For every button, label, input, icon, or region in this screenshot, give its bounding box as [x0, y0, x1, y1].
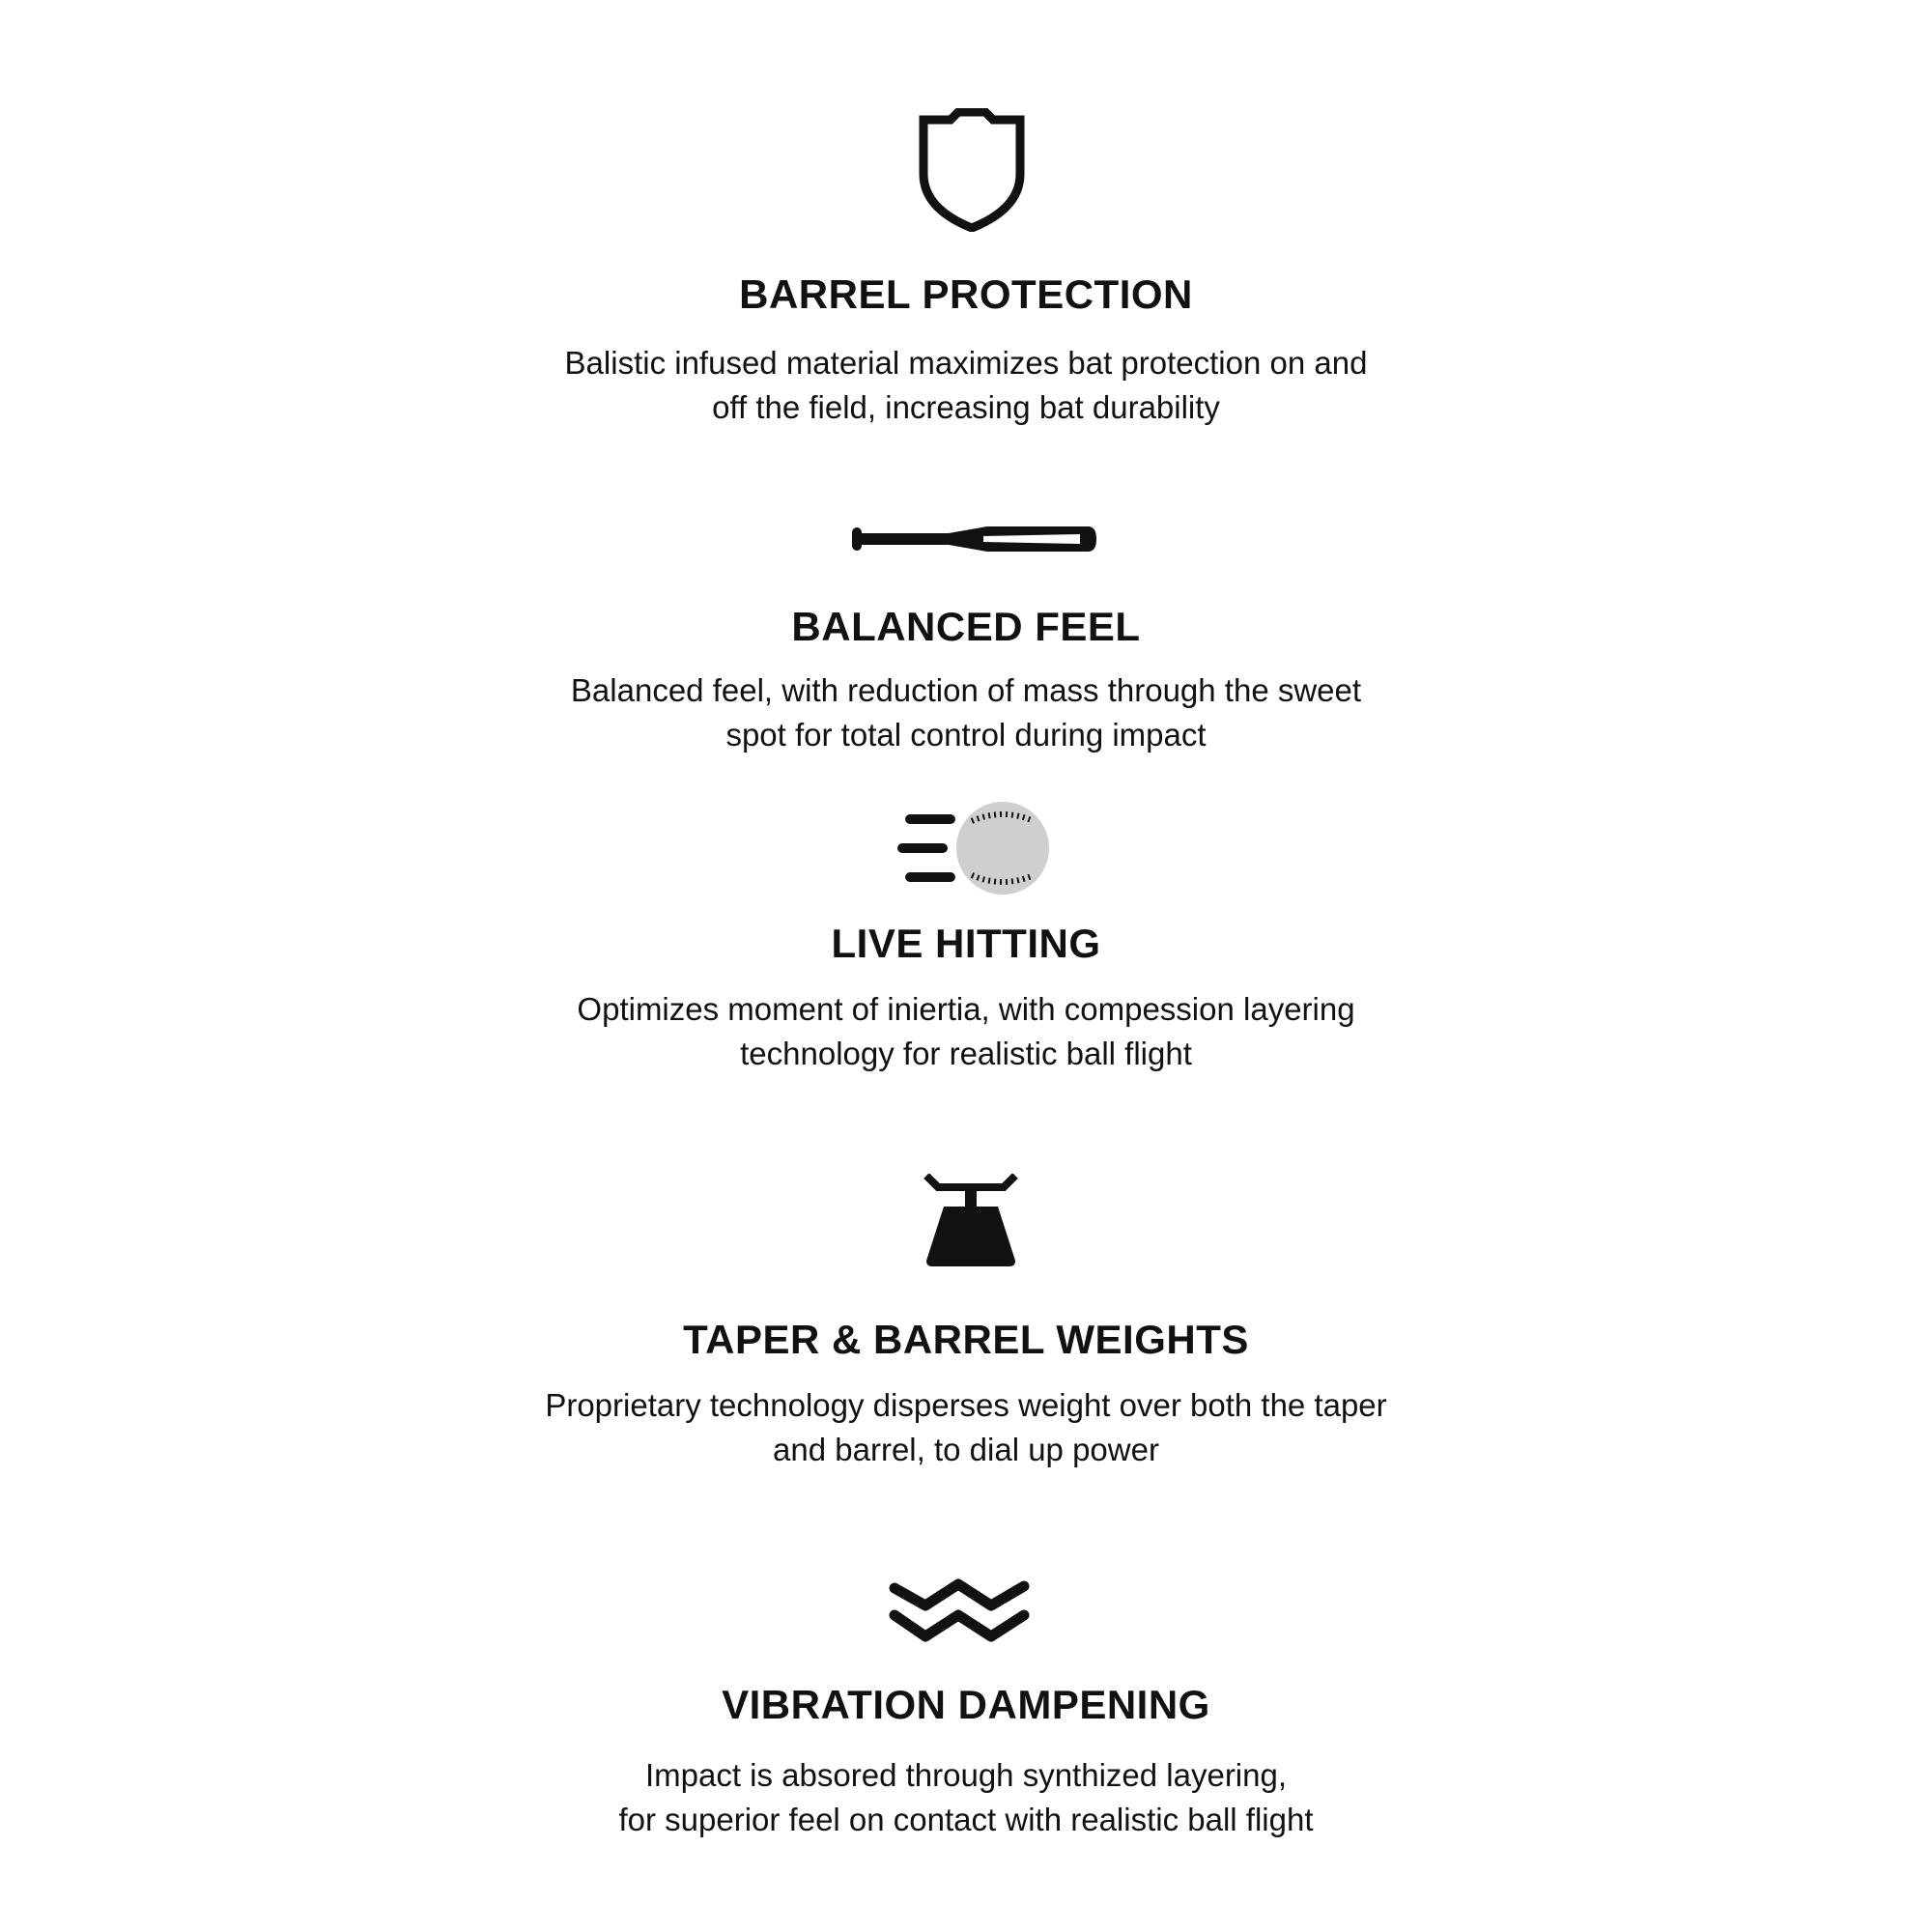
- description-line: and barrel, to dial up power: [773, 1432, 1159, 1467]
- description-line: Balanced feel, with reduction of mass through the sweet: [570, 672, 1362, 708]
- weight-scale-icon: [923, 1174, 1019, 1270]
- description-line: off the field, increasing bat durability: [712, 389, 1220, 425]
- description-line: Impact is absored through synthized layering,: [644, 1757, 1288, 1793]
- speeding-baseball-icon: [896, 798, 1051, 895]
- description-line: Proprietary technology disperses weight over both the taper: [545, 1387, 1387, 1423]
- feature-description: [0, 987, 1932, 1076]
- baseball-bat-icon: [852, 522, 1097, 556]
- description-line: spot for total control during impact: [725, 717, 1207, 753]
- vibration-waves-icon: [889, 1573, 1030, 1646]
- feature-description: [0, 1383, 1932, 1472]
- description-line: Balistic infused material maximizes bat protection on and: [564, 345, 1368, 381]
- feature-title: BALANCED FEEL: [791, 604, 1141, 649]
- shield-icon: [918, 108, 1026, 232]
- description-line: for superior feel on contact with realistic ball flight: [618, 1802, 1314, 1837]
- description-line: technology for realistic ball flight: [740, 1036, 1192, 1071]
- feature-description: [0, 1753, 1932, 1842]
- feature-title: BARREL PROTECTION: [739, 271, 1193, 317]
- description-line: Optimizes moment of iniertia, with compession layering: [577, 991, 1355, 1027]
- feature-title: LIVE HITTING: [831, 921, 1101, 966]
- feature-description: [0, 341, 1932, 430]
- feature-title: TAPER & BARREL WEIGHTS: [683, 1317, 1249, 1362]
- feature-title: VIBRATION DAMPENING: [722, 1682, 1210, 1727]
- feature-description: [0, 668, 1932, 757]
